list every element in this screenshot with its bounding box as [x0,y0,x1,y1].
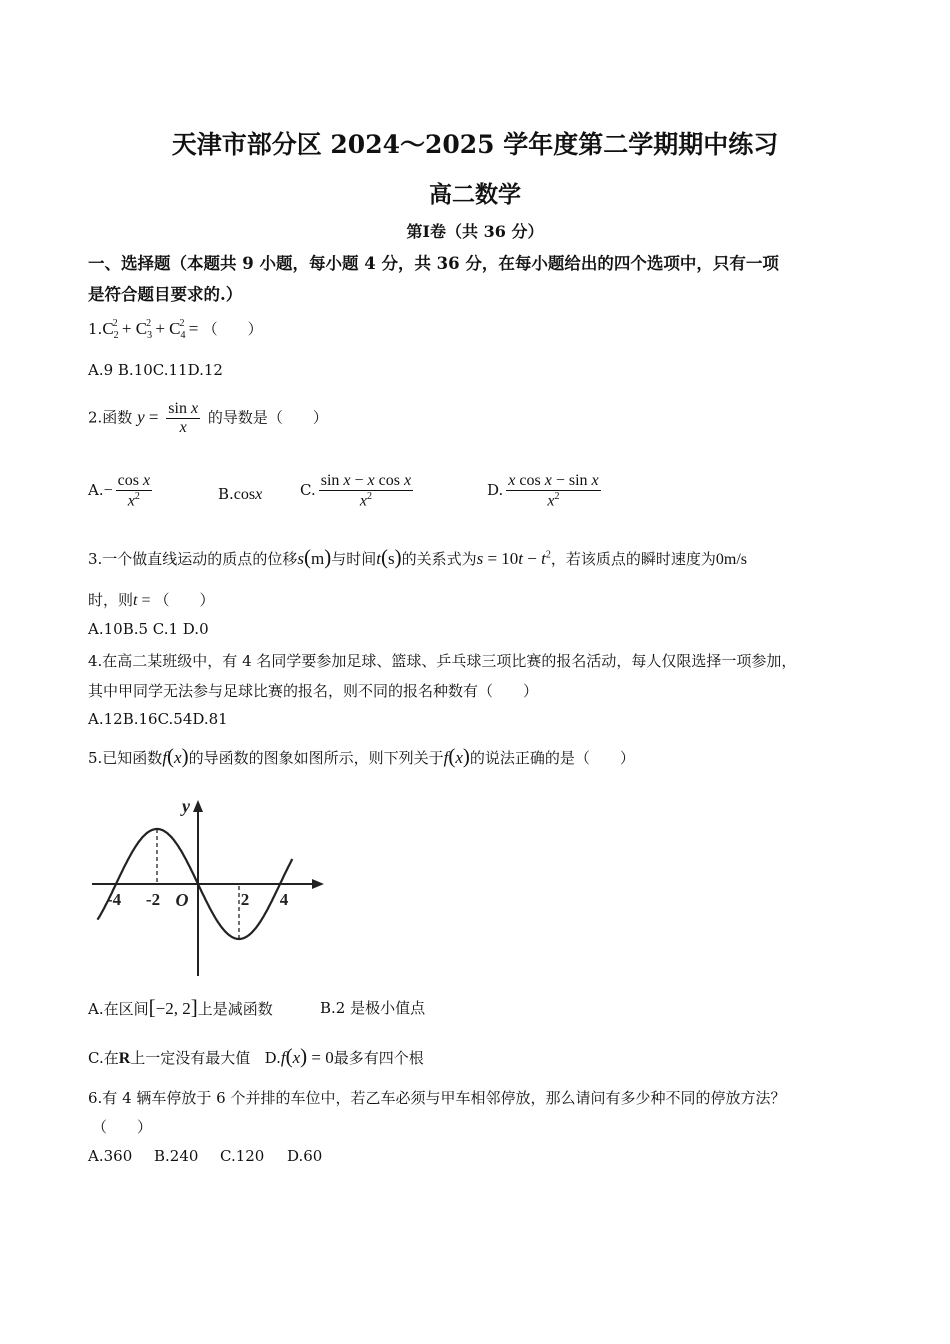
question-4-line2: 其中甲同学无法参与足球比赛的报名，则不同的报名种数有（ ） [88,682,539,700]
q5-fx-1-open: ( [167,744,175,768]
q5-option-a [88,995,273,1020]
q6-option-b: B.240 [154,1147,199,1165]
q2-prefix: 2.函数 [88,408,133,427]
question-4-line1: 4.在高二某班级中，有 4 名同学要参加足球、篮球、乒乓球三项比赛的报名活动，每人仅限选择一项参加， [88,652,797,670]
q5-text-c: 的说法正确的是（ ） [469,749,635,767]
q5-option-a-range: −2, 2 [155,999,191,1018]
q5-option-c-post: 上一定没有最大值 [130,1049,251,1067]
q1-paren: （ ） [202,320,263,338]
q6-option-a: A.360 [88,1147,133,1165]
q5-fx-1-close: ) [181,744,189,768]
q2-option-b-label: B. [218,485,234,503]
q5-option-a-post: 上是减函数 [197,1000,273,1018]
q3-s-open: ( [380,545,388,569]
q3-text-e: 时，则 [88,591,134,609]
q5-option-d-x: x [292,1048,301,1067]
data-point [156,828,158,830]
q3-text-b: 与时间 [331,550,377,568]
x-tick-label: 2 [240,890,250,909]
q2-option-a-minus: − [103,482,113,500]
q2-option-c-fraction: $\frac{\text{sin x − x cos x}}{x^2}$ [320,472,412,510]
q5-option-c-r: R [118,1050,131,1067]
q5-option-d-eq: = 0 [307,1048,334,1067]
q5-option-a-text: A.在区间 [88,1000,149,1018]
data-point [238,938,240,940]
q3-text-d: ，若该质点的瞬时速度为 [550,550,716,568]
q2-y-equals: y [137,407,145,427]
q5-option-b: B.2 是极小值点 [320,999,426,1017]
volume-heading: 第Ⅰ卷（共 36 分） [406,222,544,241]
exam-title: 天津市部分区 2024～2025 学年度第二学期期中练习 [171,130,779,159]
q5-fx-1-x: x [174,748,182,767]
graph-layer [92,796,324,976]
exam-subject: 高二数学 [429,181,521,208]
q2-option-b-expr: cosx [233,486,263,503]
q3-m-close: ) [324,545,332,569]
q3-text-c: 的关系式为 [401,550,477,568]
q1-expression: $C_2^2 + C_3^2 + C_4^2$ = [102,318,203,341]
q5-fx-1: f [162,748,168,767]
q3-s-unit: s [387,549,395,568]
q1-options: A.9 B.10C.11D.12 [88,361,223,379]
q5-text-a: 5.已知函数 [88,749,163,767]
q5-fx-2: f [443,748,449,767]
q6-option-c: C.120 [220,1147,265,1165]
q2-option-c [300,472,416,510]
q5-option-d-post: 最多有四个根 [333,1049,424,1067]
q5-fx-2-x: x [455,748,463,767]
section-heading-line1: 一、选择题（本题共 9 小题，每小题 4 分，共 36 分，在每小题给出的四个选项中，只有一项 [88,254,779,273]
q3-text-a: 3.一个做直线运动的质点的位移 [88,550,298,568]
q2-option-b [218,485,262,504]
q4-options: A.12B.16C.54D.81 [88,710,228,728]
q2-fraction: $\frac{\text{sin x}}{x}$ [168,400,199,436]
y-axis-label: y [182,796,190,816]
q3-speed: 0m/s [715,551,747,568]
q2-option-d [487,472,604,510]
question-1 [88,318,263,341]
q5-option-d-open: ( [285,1044,293,1068]
origin-label: O [175,890,189,910]
q5-option-d-close: ) [300,1044,308,1068]
q2-option-a-fraction: $\frac{\text{cos x}}{x^2}$ [117,472,151,510]
q3-formula: $s = 10t - t^2$ [476,549,551,568]
q2-suffix: 的导数是（ ） [207,408,328,427]
q2-option-d-fraction: $\frac{\text{x cos x − sin x}}{x^2}$ [508,472,599,510]
data-point [197,883,199,885]
q3-m: m [310,549,325,568]
q5-option-a-close: ] [190,995,198,1019]
question-3-line2 [88,589,215,610]
q3-paren: （ ） [154,591,215,609]
q5-option-d-pre: D. [264,1049,281,1067]
q3-s: s [297,549,304,568]
q6-option-d: D.60 [287,1147,323,1165]
q1-prefix: 1. [88,320,103,338]
q3-options: A.10B.5 C.1 D.0 [88,620,209,638]
y-axis-arrow [193,800,203,812]
q5-option-c-pre: C.在 [88,1049,119,1067]
data-point [115,883,117,885]
q5-fx-2-open: ( [448,744,456,768]
question-2 [88,400,328,437]
section-heading-line2: 是符合题目要求的.） [88,285,243,304]
x-tick-label: -2 [145,890,161,909]
data-point [279,883,281,885]
q5-option-a-interval: [ [148,995,156,1019]
q6-options [88,1147,322,1165]
q2-option-d-label: D. [487,481,504,500]
question-3-line1 [88,545,747,570]
q2-option-a [88,472,155,510]
q5-option-d-fx: f [280,1048,286,1067]
q3-t-equals: t = [133,592,155,609]
q5-text-b: 的导函数的图象如图所示，则下列关于 [188,749,444,767]
q2-equals: = [144,407,159,427]
derivative-graph [88,790,338,980]
x-axis-arrow [312,879,324,889]
x-tick-label: -4 [106,890,122,909]
q3-t: t [376,549,381,568]
question-6-line2: （ ） [92,1118,153,1136]
q2-option-a-label: A. [88,481,104,500]
question-6-line1: 6.有 4 辆车停放于 6 个并排的车位中，若乙车必须与甲车相邻停放，那么请问有多少种不同的停放方法？ [88,1089,786,1107]
q3-s-close: ) [394,545,402,569]
q3-m-unit: ( [303,545,311,569]
q5-fx-2-close: ) [462,744,470,768]
q5-option-c-d [88,1044,424,1069]
x-tick-label: 4 [279,890,289,909]
question-5 [88,744,635,769]
q2-option-c-label: C. [300,481,316,500]
